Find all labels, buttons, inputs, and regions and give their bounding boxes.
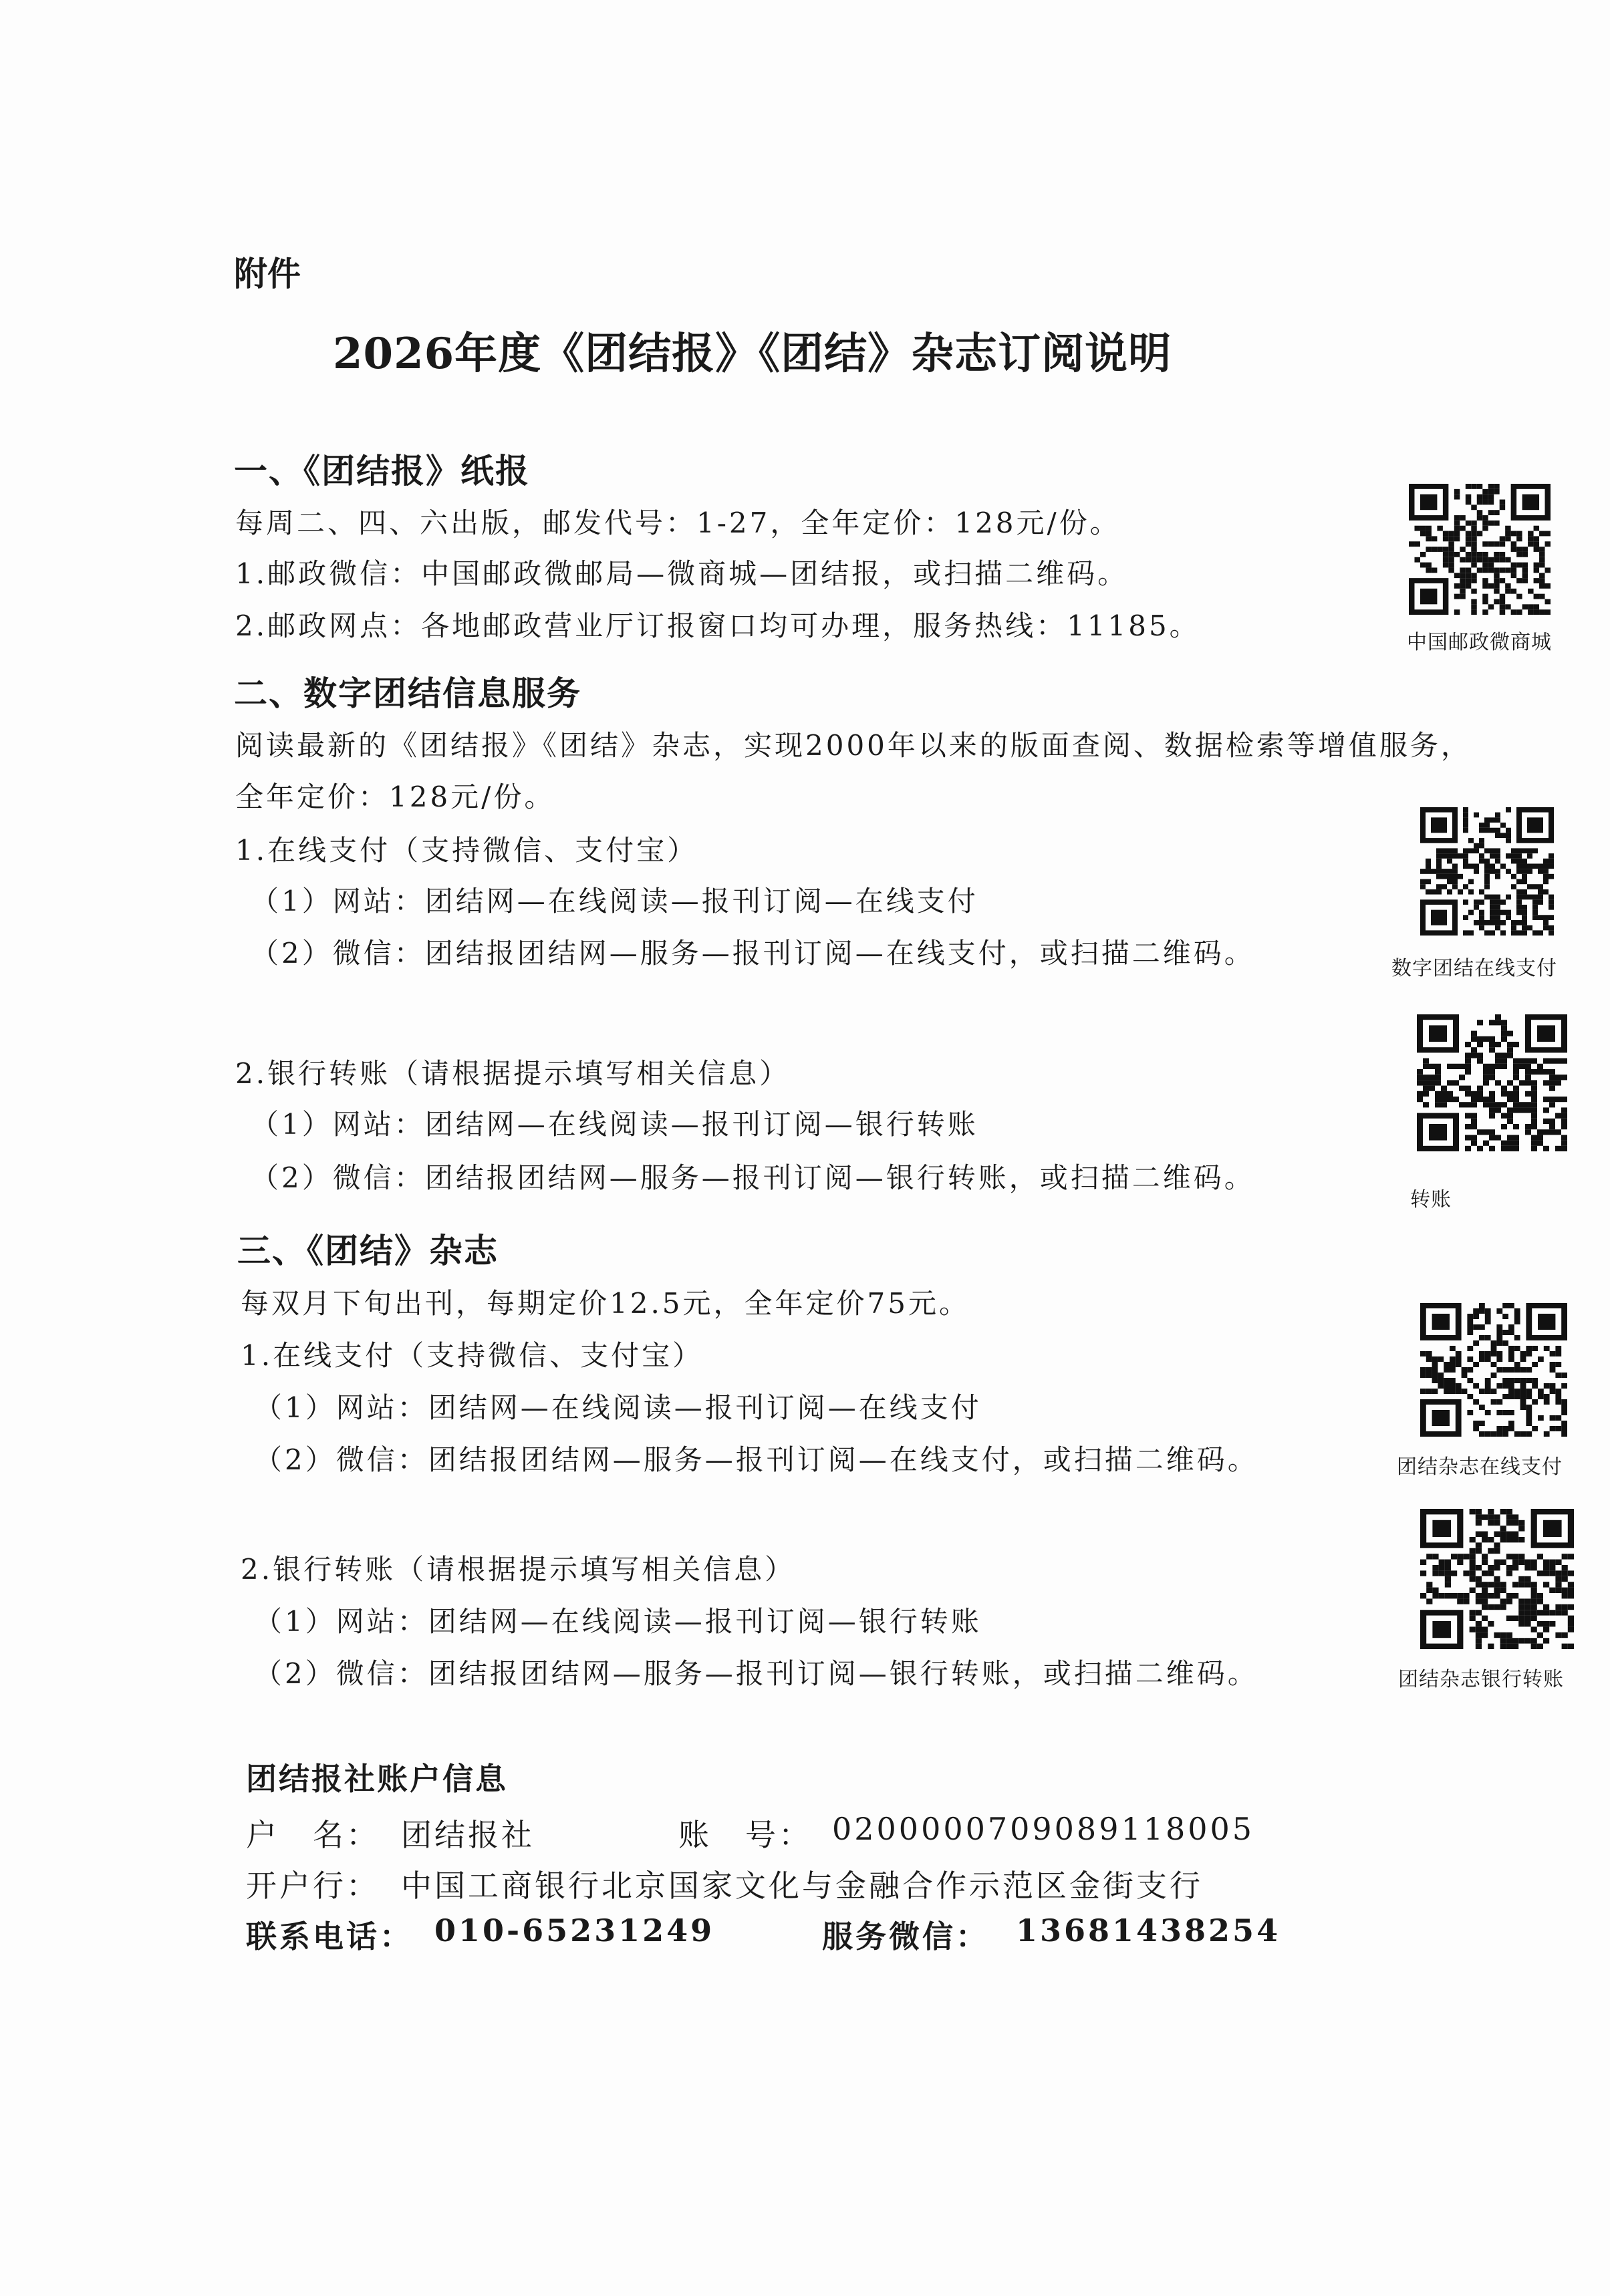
qr-caption: 转账	[1410, 1188, 1452, 1211]
section3-intro: 每双月下旬出刊，每期定价12.5元，全年定价75元。	[241, 1287, 970, 1320]
account-phone-label: 联系电话：	[246, 1918, 413, 1955]
section2-online-item: （1）网站：团结网—在线阅读—报刊订阅—在线支付	[251, 885, 978, 917]
account-wechat-value: 13681438254	[1016, 1912, 1281, 1949]
section1-line: 1.邮政微信：中国邮政微邮局—微商城—团结报，或扫描二维码。	[235, 557, 1129, 590]
section3-bank-item: （1）网站：团结网—在线阅读—报刊订阅—银行转账	[254, 1605, 982, 1638]
section3-bank-title: 2.银行转账（请根据提示填写相关信息）	[241, 1553, 796, 1586]
account-name-value: 团结报社	[401, 1817, 535, 1853]
qr-code-icon[interactable]	[1417, 1014, 1567, 1151]
section2-heading: 二、数字团结信息服务	[234, 674, 581, 713]
account-number-value: 0200000709089118005	[832, 1811, 1255, 1847]
section3-online-item: （2）微信：团结报团结网—服务—报刊订阅—在线支付，或扫描二维码。	[254, 1443, 1258, 1476]
qr-caption: 团结杂志银行转账	[1398, 1668, 1564, 1691]
section1-line: 2.邮政网点：各地邮政营业厅订报窗口均可办理，服务热线：11185。	[235, 609, 1200, 642]
qr-code-icon[interactable]	[1420, 807, 1554, 936]
section3-online-title: 1.在线支付（支持微信、支付宝）	[241, 1339, 704, 1372]
section3-online-item: （1）网站：团结网—在线阅读—报刊订阅—在线支付	[254, 1391, 982, 1424]
qr-code-icon[interactable]	[1420, 1303, 1567, 1437]
page-title: 2026年度《团结报》《团结》杂志订阅说明	[333, 329, 1172, 379]
section2-intro-line: 阅读最新的《团结报》《团结》杂志，实现2000年以来的版面查阅、数据检索等增值服务，	[235, 729, 1472, 762]
qr-caption: 中国邮政微商城	[1407, 631, 1552, 654]
account-number-label: 账 号：	[678, 1817, 812, 1853]
account-bank-value: 中国工商银行北京国家文化与金融合作示范区金街支行	[401, 1868, 1203, 1904]
account-phone-value: 010-65231249	[434, 1912, 715, 1949]
account-heading: 团结报社账户信息	[246, 1761, 508, 1797]
section1-line: 每周二、四、六出版，邮发代号：1-27，全年定价：128元/份。	[235, 507, 1121, 539]
section2-bank-title: 2.银行转账（请根据提示填写相关信息）	[235, 1057, 791, 1090]
annex-label: 附件	[234, 255, 301, 293]
section2-intro-line: 全年定价：128元/份。	[235, 780, 555, 813]
section2-bank-item: （1）网站：团结网—在线阅读—报刊订阅—银行转账	[251, 1108, 978, 1141]
account-bank-label: 开户行：	[246, 1868, 380, 1904]
qr-caption: 团结杂志在线支付	[1397, 1455, 1563, 1479]
section1-heading: 一、《团结报》纸报	[234, 452, 530, 490]
account-wechat-label: 服务微信：	[822, 1918, 989, 1955]
qr-caption: 数字团结在线支付	[1391, 957, 1557, 980]
qr-code-icon[interactable]	[1409, 484, 1551, 615]
qr-code-icon[interactable]	[1420, 1509, 1574, 1649]
section3-bank-item: （2）微信：团结报团结网—服务—报刊订阅—银行转账，或扫描二维码。	[254, 1657, 1258, 1690]
section3-heading: 三、《团结》杂志	[237, 1232, 499, 1270]
section2-bank-item: （2）微信：团结报团结网—服务—报刊订阅—银行转账，或扫描二维码。	[251, 1161, 1255, 1194]
section2-online-item: （2）微信：团结报团结网—服务—报刊订阅—在线支付，或扫描二维码。	[251, 937, 1255, 970]
account-name-label: 户 名：	[246, 1817, 380, 1853]
section2-online-title: 1.在线支付（支持微信、支付宝）	[235, 834, 698, 867]
